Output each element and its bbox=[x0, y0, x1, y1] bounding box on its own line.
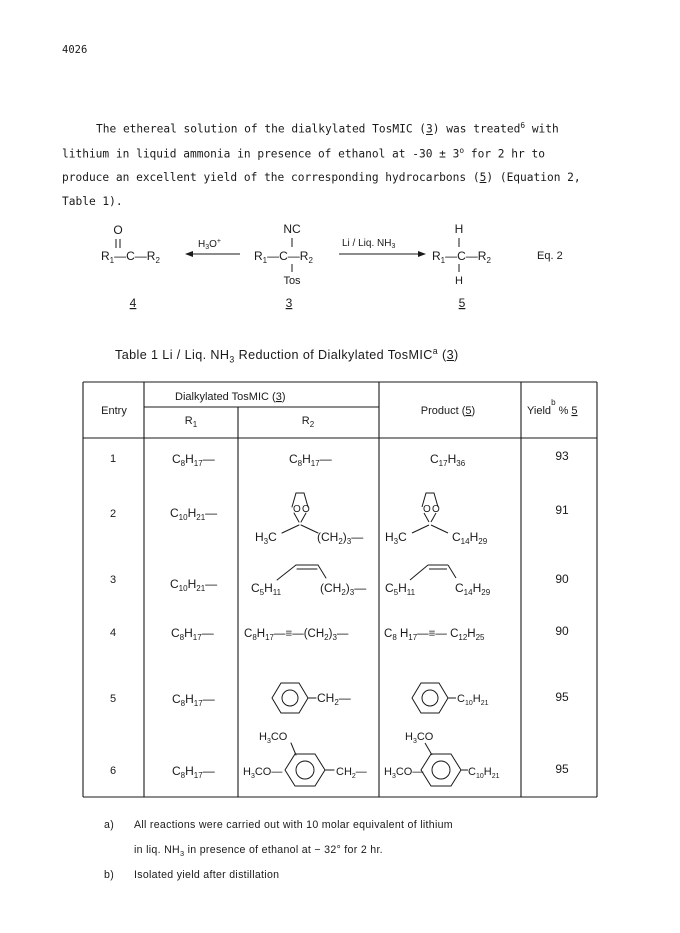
ketone-chain: $R_1—C—R_2$ bbox=[101, 249, 160, 265]
r2-entry-1: $C_8H_{17}—$ bbox=[289, 452, 332, 468]
methylene-label: $CH_2—$ bbox=[317, 691, 351, 707]
compound-number-5: 5 bbox=[458, 296, 466, 310]
tosmic-chain: $R_1—C—R_2$ bbox=[254, 249, 313, 265]
paragraph-line-4: Table 1). bbox=[62, 195, 123, 208]
product-column bbox=[384, 452, 500, 786]
propylene-label: $(CH_2)_3—$ bbox=[320, 581, 367, 597]
header-product: Product (5) bbox=[420, 405, 476, 417]
citation-ref: 6 bbox=[520, 121, 526, 130]
product-entry-1: $C_{17}H_{36}$ bbox=[430, 452, 466, 468]
methyl-label: $H_3C$ bbox=[385, 530, 407, 546]
product-entry-6-aryl bbox=[384, 731, 500, 786]
caption-footnote-mark: a bbox=[432, 346, 439, 356]
yield-5: 95 bbox=[555, 690, 569, 704]
r2-entry-4: $C_8H_{17}—\equiv—(CH_2)_3—$ bbox=[244, 628, 349, 642]
ketone-structure bbox=[101, 223, 160, 310]
product-entry-5-aryl bbox=[412, 683, 489, 713]
ketal-oxygen-left: O bbox=[423, 504, 431, 515]
entry-3: 3 bbox=[109, 574, 117, 586]
hydrocarbon-chain: $R_1—C—R_2$ bbox=[432, 249, 491, 265]
product-entry-4: $C_8$ $H_{17}—\equiv—$ $C_{12}H_{25}$ bbox=[384, 628, 485, 642]
ketal-oxygen-right: O bbox=[302, 504, 310, 515]
header-yield: Yield$^b$ % 5 bbox=[527, 398, 578, 417]
header-entry: Entry bbox=[101, 405, 127, 417]
r2-column bbox=[243, 452, 367, 786]
decyl-label: $C_{10}H_{21}$ bbox=[457, 693, 489, 707]
r1-column bbox=[170, 452, 217, 780]
tosyl-label: Tos bbox=[283, 275, 301, 287]
propylene-label: $(CH_2)_3—$ bbox=[317, 530, 364, 546]
compound-ref: 3 bbox=[426, 122, 433, 136]
r1-entry-3: $C_{10}H_{21}—$ bbox=[170, 577, 218, 593]
yield-2: 91 bbox=[555, 503, 569, 517]
methoxy-top-label: $H_3CO$ bbox=[259, 731, 288, 745]
entry-column bbox=[110, 453, 116, 777]
ketal-oxygen-right: O bbox=[432, 504, 440, 515]
methoxy-top-label: $H_3CO$ bbox=[405, 731, 434, 745]
r1-entry-2: $C_{10}H_{21}—$ bbox=[170, 506, 218, 522]
yield-4: 90 bbox=[555, 624, 569, 638]
pentyl-label: $C_5H_{11}$ bbox=[251, 581, 282, 597]
caption-subscript: 3 bbox=[229, 354, 235, 365]
yield-1: 93 bbox=[555, 449, 569, 463]
footnote-a-label: a) bbox=[104, 819, 115, 831]
ketal-oxygen-left: O bbox=[293, 504, 301, 515]
footnote-a-line-2: in liq. $NH_3$ in presence of ethanol at − 32° for 2 hr. bbox=[134, 844, 383, 859]
entry-2: 2 bbox=[109, 508, 117, 520]
degree-mark: o bbox=[459, 146, 465, 155]
r2-entry-6-aryl bbox=[243, 731, 367, 786]
text-run: produce an excellent yield of the corresponding hydrocarbons ( bbox=[62, 171, 480, 184]
product-entry-3-alkene bbox=[385, 565, 491, 597]
equation-label: Eq. 2 bbox=[537, 250, 563, 262]
methoxy-side-label: $H_3CO—$ bbox=[243, 766, 283, 780]
entry-5: 5 bbox=[109, 693, 117, 705]
methylene-label: $CH_2—$ bbox=[336, 766, 367, 780]
text-run: ) was treated bbox=[432, 122, 521, 136]
caption-text: Table 1 Li / Liq. NH bbox=[115, 348, 230, 363]
yield-3: 90 bbox=[555, 572, 569, 586]
text-run: The ethereal solution of the dialkylated TosMIC ( bbox=[96, 122, 427, 136]
compound-number-4: 4 bbox=[129, 296, 137, 310]
r1-entry-4: $C_8H_{17}—$ bbox=[171, 626, 214, 642]
header-r1: $R_1$ bbox=[184, 415, 198, 429]
decyl-label: $C_{10}H_{21}$ bbox=[468, 766, 500, 780]
hydrogen-top-label: H bbox=[454, 222, 464, 236]
methoxy-side-label: $H_3CO—$ bbox=[384, 766, 424, 780]
tetradecyl-label: $C_{14}H_{29}$ bbox=[452, 530, 488, 546]
oxygen-label: O bbox=[113, 223, 123, 237]
hydrolysis-reagent: $H_3O^+$ bbox=[198, 238, 222, 251]
compound-number-3: 3 bbox=[285, 296, 293, 310]
r1-entry-5: $C_8H_{17}—$ bbox=[172, 692, 215, 708]
text-run: for 2 hr to bbox=[464, 147, 545, 161]
hydrogen-bottom-label: H bbox=[455, 275, 463, 287]
text-run: lithium in liquid ammonia in presence of ethanol at -30 ± 3 bbox=[62, 147, 460, 161]
text-run: with bbox=[525, 122, 559, 136]
r2-entry-2-ketal bbox=[255, 493, 363, 546]
entry-1: 1 bbox=[109, 453, 117, 465]
text-run: ) (Equation 2, bbox=[486, 171, 581, 184]
yield-6: 95 bbox=[555, 762, 569, 776]
header-dialkylated-tosmic: Dialkylated TosMIC (3) bbox=[175, 391, 286, 403]
footnote-b-text: Isolated yield after distillation bbox=[134, 869, 280, 881]
r1-entry-6: $C_8H_{17}—$ bbox=[172, 764, 215, 780]
reduction-reagent: Li / Liq. $NH_3$ bbox=[342, 238, 396, 250]
footnote-a-line-1: All reactions were carried out with 10 molar equivalent of lithium bbox=[134, 819, 453, 831]
compound-ref: 5 bbox=[479, 171, 487, 184]
entry-6: 6 bbox=[109, 765, 117, 777]
methyl-label: $H_3C$ bbox=[255, 530, 277, 546]
footnote-b-label: b) bbox=[104, 869, 115, 881]
header-r2: $R_2$ bbox=[301, 415, 315, 429]
tetradecyl-label: $C_{14}H_{29}$ bbox=[455, 581, 491, 597]
yield-column bbox=[555, 449, 569, 776]
page-number: 4026 bbox=[62, 44, 88, 56]
table-caption: Table 1 Li / Liq. $NH_3$ Reduction of Dialkylated TosMIC$^a$ (3) bbox=[115, 346, 459, 365]
hydrocarbon-structure bbox=[432, 222, 491, 310]
product-entry-2-ketal bbox=[385, 493, 488, 546]
pentyl-label: $C_5H_{11}$ bbox=[385, 581, 416, 597]
r2-entry-3-alkene bbox=[251, 565, 366, 597]
tosmic-structure bbox=[254, 222, 313, 310]
r1-entry-1: $C_8H_{17}—$ bbox=[172, 452, 215, 468]
caption-compound-ref: 3 bbox=[446, 348, 454, 363]
caption-text: Reduction of Dialkylated TosMIC bbox=[234, 348, 433, 363]
nitrile-label: NC bbox=[283, 222, 301, 236]
r2-entry-5-benzyl bbox=[272, 683, 351, 713]
entry-4: 4 bbox=[109, 627, 117, 639]
